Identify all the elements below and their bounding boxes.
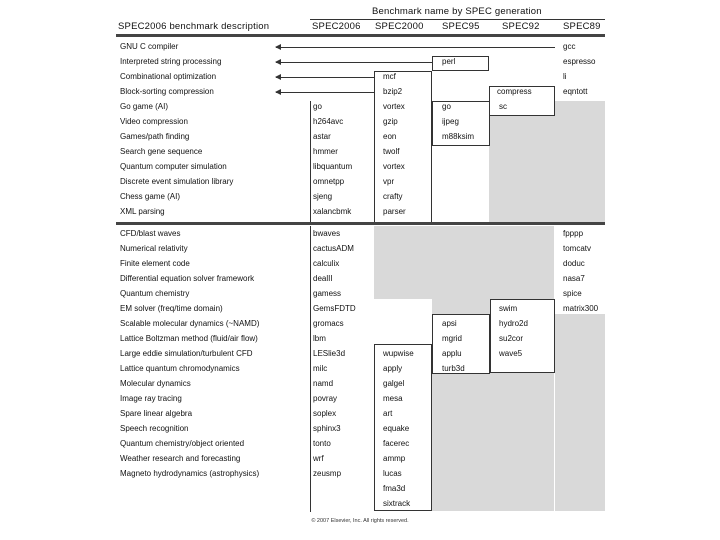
col-header-spec92: SPEC92 bbox=[502, 21, 540, 32]
top-title: Benchmark name by SPEC generation bbox=[372, 6, 542, 17]
fp-desc-lattice-boltzman: Lattice Boltzman method (fluid/air flow) bbox=[120, 334, 258, 343]
int-spec2006-go: go bbox=[313, 102, 322, 111]
int-desc-chess: Chess game (AI) bbox=[120, 192, 181, 201]
int-spec2006-astar: astar bbox=[313, 132, 331, 141]
int-spec2000-gzip: gzip bbox=[383, 117, 398, 126]
fp-spec92-su2cor: su2cor bbox=[499, 334, 524, 343]
fp-spec92-hydro2d: hydro2d bbox=[499, 319, 528, 328]
int-desc-block-sorting: Block-sorting compression bbox=[120, 87, 214, 96]
int-spec89-espresso: espresso bbox=[563, 57, 596, 66]
int-desc-gnu-c-compiler: GNU C compiler bbox=[120, 42, 179, 51]
fp-spec2000-ammp: ammp bbox=[383, 454, 406, 463]
col-header-spec2006: SPEC2006 bbox=[312, 21, 361, 32]
col-header-spec95: SPEC95 bbox=[442, 21, 480, 32]
header-rule bbox=[116, 34, 605, 37]
fp-spec95-applu: applu bbox=[442, 349, 462, 358]
int-spec2000-twolf: twolf bbox=[383, 147, 400, 156]
fp-desc-em-solver: EM solver (freq/time domain) bbox=[120, 304, 223, 313]
fp-spec2000-facerec: facerec bbox=[383, 439, 410, 448]
int-spec89-eqntott: eqntott bbox=[563, 87, 588, 96]
int-desc-video: Video compression bbox=[120, 117, 188, 126]
shade-fp-spec92 bbox=[490, 373, 554, 511]
int-spec95-go: go bbox=[442, 102, 451, 111]
int-desc-discrete-event: Discrete event simulation library bbox=[120, 177, 234, 186]
int-desc-xml: XML parsing bbox=[120, 207, 165, 216]
fp-desc-diff-eq: Differential equation solver framework bbox=[120, 274, 255, 283]
fp-spec2006-calculix: calculix bbox=[313, 259, 340, 268]
fp-spec2006-soplex: soplex bbox=[313, 409, 337, 418]
spec95-perl-box bbox=[432, 56, 489, 71]
fp-spec89-nasa7: nasa7 bbox=[563, 274, 585, 283]
arrow-bzip2 bbox=[276, 92, 374, 93]
fp-spec2006-gromacs: gromacs bbox=[313, 319, 344, 328]
fp-spec2006-namd: namd bbox=[313, 379, 334, 388]
fp-spec2006-dealii: dealII bbox=[313, 274, 333, 283]
fp-desc-cfd: CFD/blast waves bbox=[120, 229, 181, 238]
spec2006-column-line bbox=[310, 101, 311, 222]
fp-spec92-wave5: wave5 bbox=[499, 349, 523, 358]
fp-spec2000-apply: apply bbox=[383, 364, 403, 373]
fp-spec2000-fma3d: fma3d bbox=[383, 484, 406, 493]
int-spec2006-omnetpp: omnetpp bbox=[313, 177, 345, 186]
fp-desc-molecular-namd: Scalable molecular dynamics (~NAMD) bbox=[120, 319, 260, 328]
int-spec2000-crafty: crafty bbox=[383, 192, 403, 201]
fp-spec2006-sphinx3: sphinx3 bbox=[313, 424, 341, 433]
fp-desc-quantum-chem: Quantum chemistry bbox=[120, 289, 190, 298]
int-spec2006-sjeng: sjeng bbox=[313, 192, 333, 201]
col-header-description: SPEC2006 benchmark description bbox=[118, 21, 270, 32]
fp-spec2006-gemsfdtd: GemsFDTD bbox=[313, 304, 356, 313]
int-spec95-perl: perl bbox=[442, 57, 456, 66]
int-desc-quantum-sim: Quantum computer simulation bbox=[120, 162, 227, 171]
top-title-underline bbox=[310, 19, 605, 20]
fp-spec2006-milc: milc bbox=[313, 364, 328, 373]
spec2006-column-line-fp bbox=[310, 226, 311, 512]
fp-spec2000-galgel: galgel bbox=[383, 379, 405, 388]
fp-desc-eddie: Large eddie simulation/turbulent CFD bbox=[120, 349, 253, 358]
fp-spec2006-cactusadm: cactusADM bbox=[313, 244, 354, 253]
fp-spec2000-sixtrack: sixtrack bbox=[383, 499, 411, 508]
fp-spec89-tomcatv: tomcatv bbox=[563, 244, 592, 253]
fp-spec2006-zeusmp: zeusmp bbox=[313, 469, 342, 478]
fp-desc-speech: Speech recognition bbox=[120, 424, 189, 433]
int-spec92-compress: compress bbox=[497, 87, 532, 96]
fp-spec2000-equake: equake bbox=[383, 424, 410, 433]
fp-spec95-apsi: apsi bbox=[442, 319, 457, 328]
fp-spec89-spice: spice bbox=[563, 289, 582, 298]
int-spec2006-h264avc: h264avc bbox=[313, 117, 344, 126]
int-desc-go-game: Go game (AI) bbox=[120, 102, 169, 111]
int-spec2000-vpr: vpr bbox=[383, 177, 395, 186]
fp-spec2006-bwaves: bwaves bbox=[313, 229, 341, 238]
fp-spec2006-povray: povray bbox=[313, 394, 338, 403]
int-spec2006-libquantum: libquantum bbox=[313, 162, 353, 171]
arrow-mcf bbox=[276, 77, 374, 78]
fp-spec2006-wrf: wrf bbox=[313, 454, 324, 463]
fp-spec2006-gamess: gamess bbox=[313, 289, 342, 298]
fp-desc-relativity: Numerical relativity bbox=[120, 244, 188, 253]
shade-int-right bbox=[489, 101, 605, 222]
int-spec89-gcc: gcc bbox=[563, 42, 576, 51]
int-desc-string-processing: Interpreted string processing bbox=[120, 57, 222, 66]
shade-fp-center bbox=[374, 226, 554, 299]
fp-spec2006-tonto: tonto bbox=[313, 439, 331, 448]
col-header-spec89: SPEC89 bbox=[563, 21, 601, 32]
fp-spec2000-mesa: mesa bbox=[383, 394, 403, 403]
fp-spec95-turb3d: turb3d bbox=[442, 364, 465, 373]
arrow-perl bbox=[276, 62, 432, 63]
int-fp-divider bbox=[116, 222, 605, 225]
fp-desc-magneto: Magneto hydrodynamics (astrophysics) bbox=[120, 469, 260, 478]
shade-fp-spec89 bbox=[555, 314, 605, 511]
fp-spec2000-lucas: lucas bbox=[383, 469, 402, 478]
int-desc-combinational: Combinational optimization bbox=[120, 72, 217, 81]
int-spec2000-vortex-2: vortex bbox=[383, 162, 405, 171]
fp-desc-quantum-oo: Quantum chemistry/object oriented bbox=[120, 439, 245, 448]
int-desc-gene-sequence: Search gene sequence bbox=[120, 147, 203, 156]
fp-spec89-matrix300: matrix300 bbox=[563, 304, 599, 313]
fp-spec95-mgrid: mgrid bbox=[442, 334, 463, 343]
int-spec2006-xalancbmk: xalancbmk bbox=[313, 207, 352, 216]
fp-spec89-doduc: doduc bbox=[563, 259, 585, 268]
int-spec89-li: li bbox=[563, 72, 567, 81]
fp-desc-molecular: Molecular dynamics bbox=[120, 379, 191, 388]
fp-desc-linear-algebra: Spare linear algebra bbox=[120, 409, 193, 418]
int-spec2000-parser: parser bbox=[383, 207, 406, 216]
int-spec2000-mcf: mcf bbox=[383, 72, 396, 81]
int-desc-path-finding: Games/path finding bbox=[120, 132, 190, 141]
fp-spec89-fpppp: fpppp bbox=[563, 229, 584, 238]
fp-desc-ray-tracing: Image ray tracing bbox=[120, 394, 182, 403]
int-spec2006-hmmer: hmmer bbox=[313, 147, 338, 156]
int-spec92-sc: sc bbox=[499, 102, 507, 111]
int-spec2000-vortex: vortex bbox=[383, 102, 405, 111]
int-spec2000-eon: eon bbox=[383, 132, 397, 141]
fp-spec92-swim: swim bbox=[499, 304, 518, 313]
fp-spec2000-wupwise: wupwise bbox=[383, 349, 414, 358]
int-spec95-m88ksim: m88ksim bbox=[442, 132, 475, 141]
col-header-spec2000: SPEC2000 bbox=[375, 21, 424, 32]
fp-desc-weather: Weather research and forecasting bbox=[120, 454, 241, 463]
int-spec2000-bzip2: bzip2 bbox=[383, 87, 403, 96]
fp-spec2000-art: art bbox=[383, 409, 393, 418]
fp-desc-finite-element: Finite element code bbox=[120, 259, 190, 268]
fp-desc-lattice-qcd: Lattice quantum chromodynamics bbox=[120, 364, 240, 373]
fp-spec2006-leslie3d: LESlie3d bbox=[313, 349, 346, 358]
fp-spec2006-lbm: lbm bbox=[313, 334, 326, 343]
arrow-gcc bbox=[276, 47, 555, 48]
copyright-notice: © 2007 Elsevier, Inc. All rights reserved. bbox=[311, 518, 409, 524]
int-spec95-ijpeg: ijpeg bbox=[442, 117, 459, 126]
